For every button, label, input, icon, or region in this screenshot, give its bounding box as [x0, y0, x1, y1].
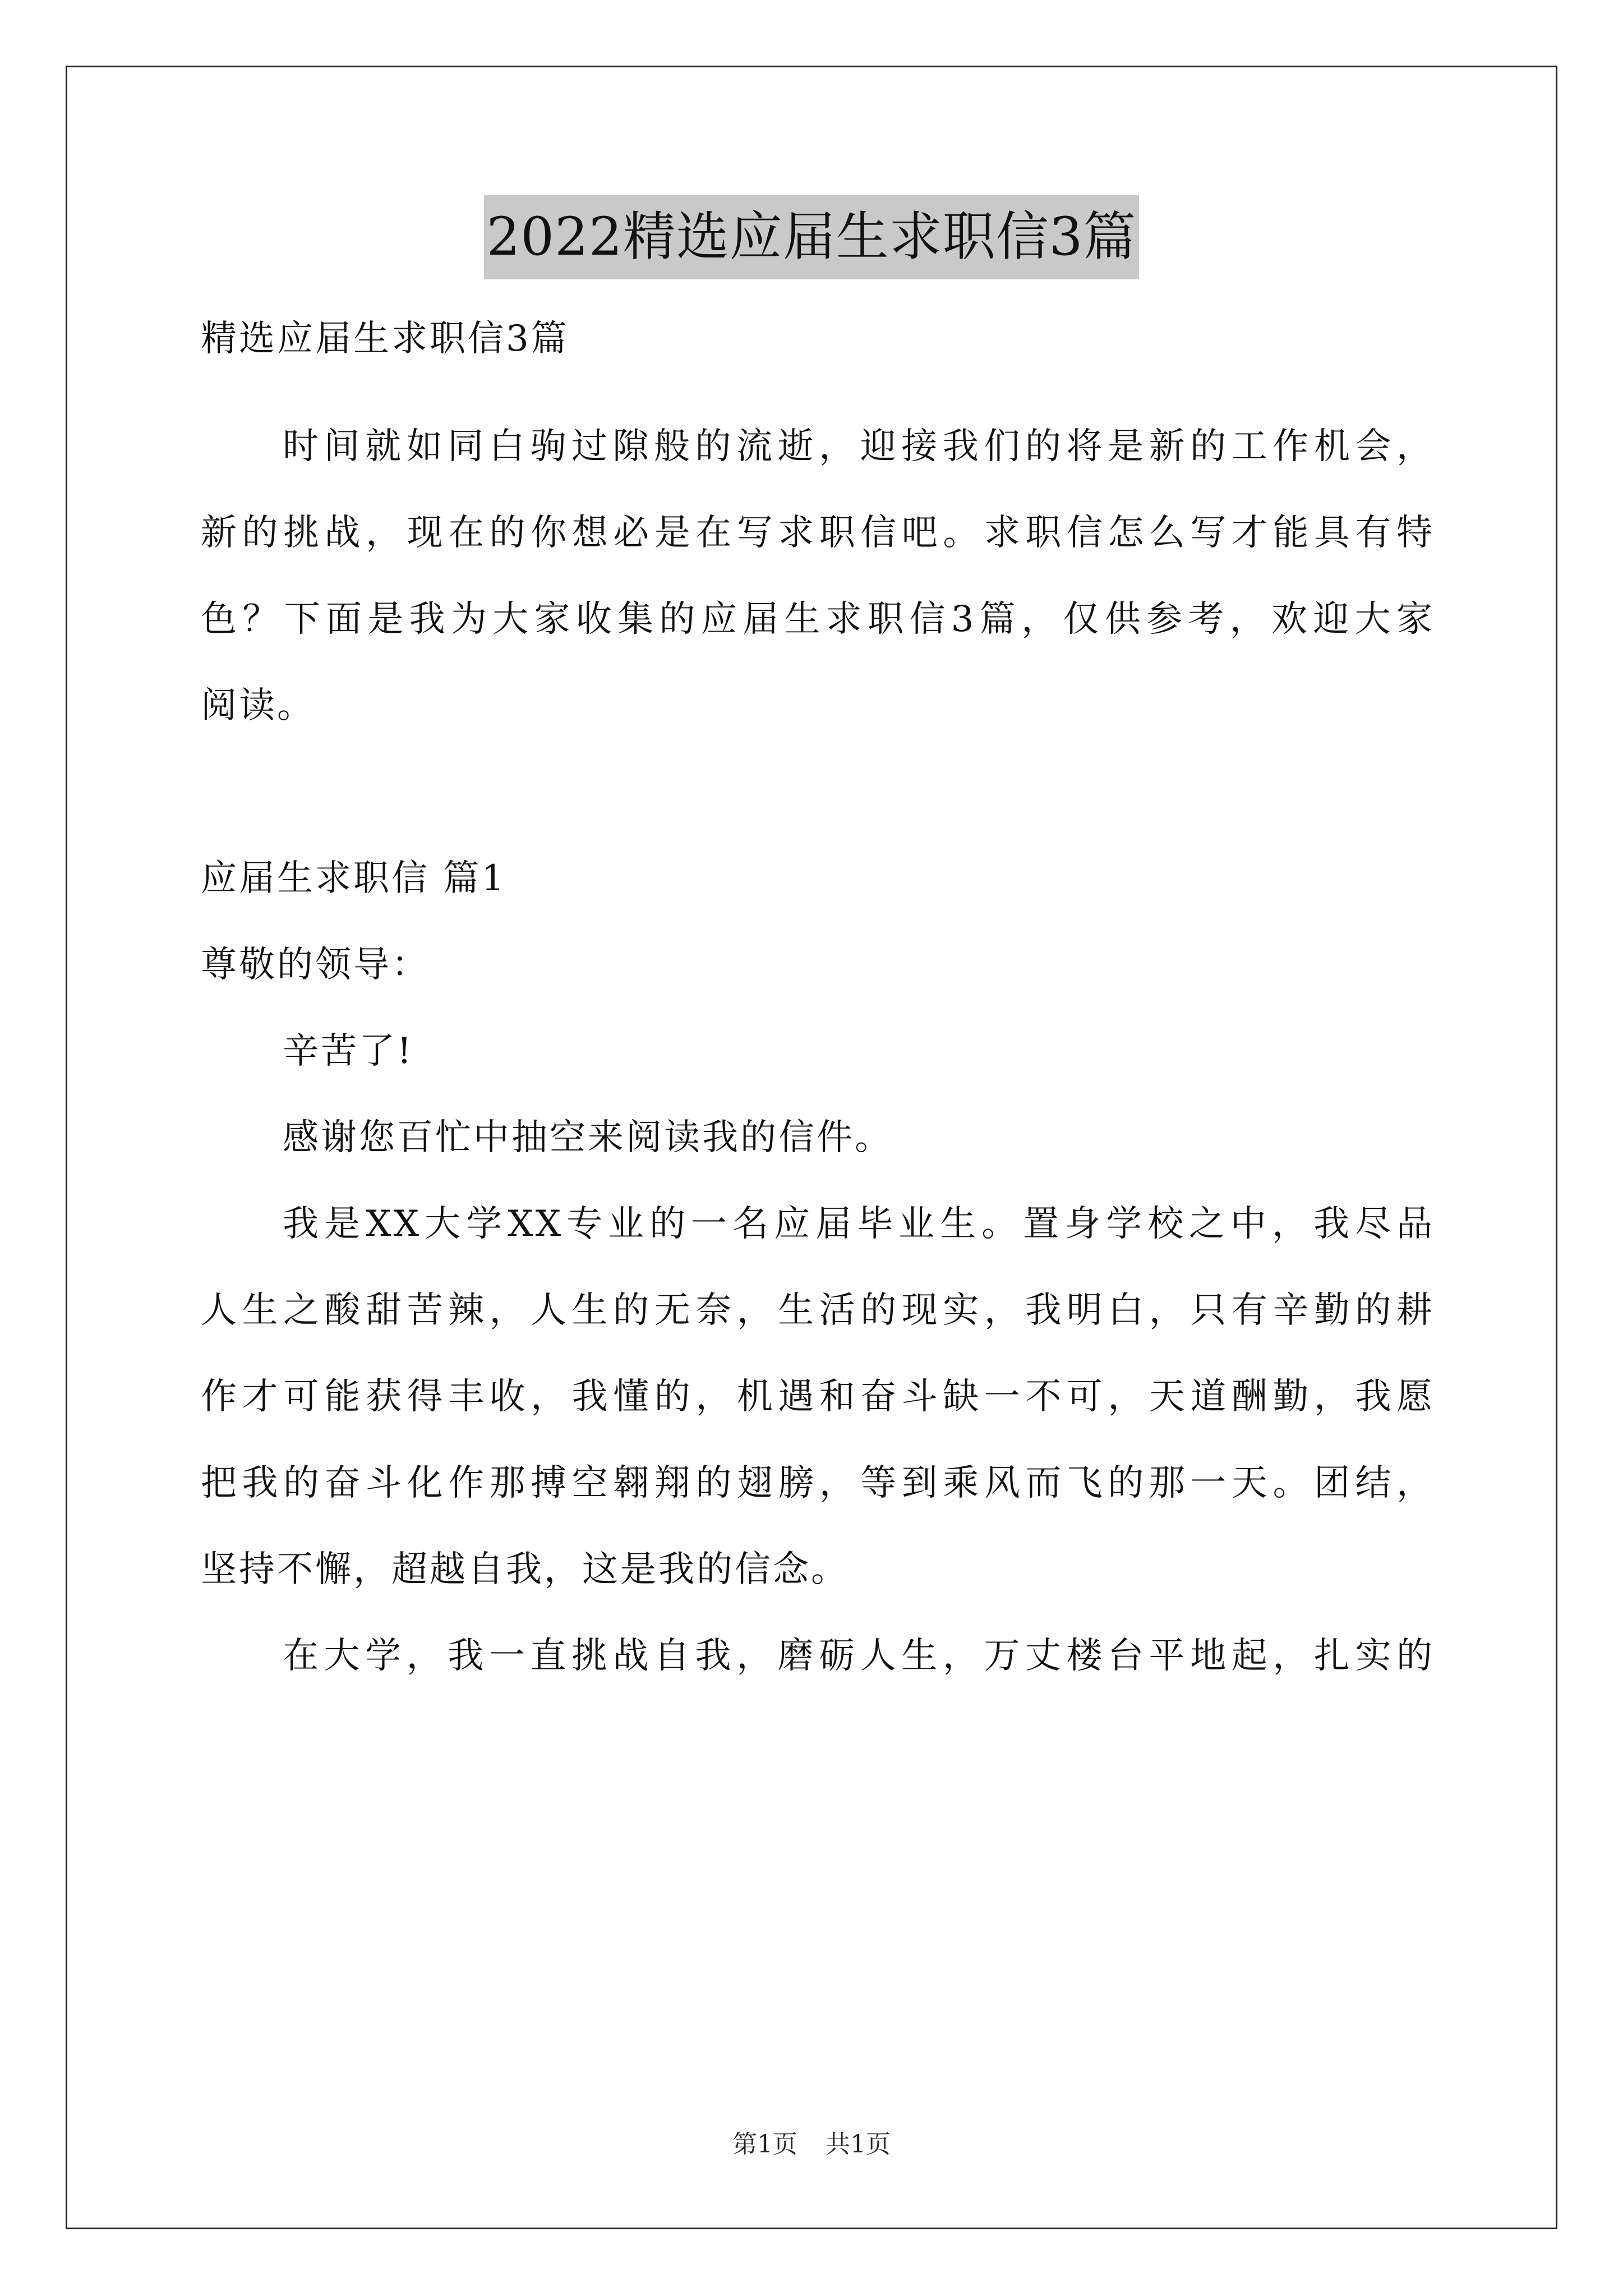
- title-block: [0, 195, 1623, 279]
- document-body: [201, 314, 1435, 1681]
- document-title: 2022精选应届生求职信3篇: [484, 195, 1138, 279]
- paragraph-line: 把我的奋斗化作那搏空翱翔的翅膀，等到乘风而飞的那一天。团结，: [201, 1462, 1435, 1504]
- intro-line: 阅读。: [201, 685, 315, 726]
- paragraph-line: 坚持不懈，超越自我，这是我的信念。: [201, 1549, 849, 1590]
- page-total: 共1页: [826, 2130, 891, 2159]
- intro-line: 新的挑战，现在的你想必是在写求职信吧。求职信怎么写才能具有特: [201, 512, 1435, 554]
- intro-line: 色？下面是我为大家收集的应届生求职信3篇，仅供参考，欢迎大家: [201, 599, 1435, 640]
- greeting: 辛苦了!: [283, 1030, 414, 1072]
- salutation: 尊敬的领导：: [201, 944, 430, 986]
- paragraph-line: 在大学，我一直挑战自我，磨砺人生，万丈楼台平地起，扎实的: [283, 1635, 1435, 1677]
- paragraph-line: 作才可能获得丰收，我懂的，机遇和奋斗缺一不可，天道酬勤，我愿: [201, 1376, 1435, 1418]
- document-subtitle: 精选应届生求职信3篇: [201, 318, 569, 360]
- intro-line: 时间就如同白驹过隙般的流逝，迎接我们的将是新的工作机会，: [283, 426, 1435, 467]
- page-footer: [0, 2128, 1623, 2161]
- paragraph-line: 我是XX大学XX专业的一名应届毕业生。置身学校之中，我尽品: [283, 1203, 1435, 1245]
- paragraph-line: 人生之酸甜苦辣，人生的无奈，生活的现实，我明白，只有辛勤的耕: [201, 1290, 1435, 1331]
- section-heading: 应届生求职信 篇1: [201, 858, 507, 899]
- page-number: 第1页: [732, 2130, 797, 2159]
- thanks-line: 感谢您百忙中抽空来阅读我的信件。: [283, 1117, 893, 1158]
